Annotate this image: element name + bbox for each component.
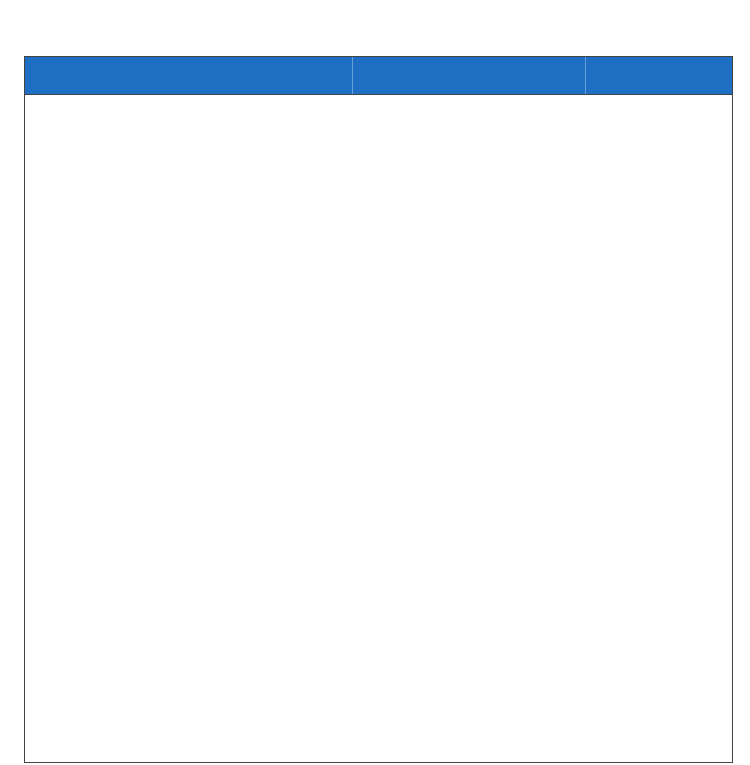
header-standard: [586, 57, 733, 94]
table-header: [25, 57, 732, 95]
header-finish-type: [353, 57, 586, 94]
standard-column: [586, 95, 733, 762]
header-image-column: [25, 57, 353, 94]
drill-table: [24, 56, 733, 763]
